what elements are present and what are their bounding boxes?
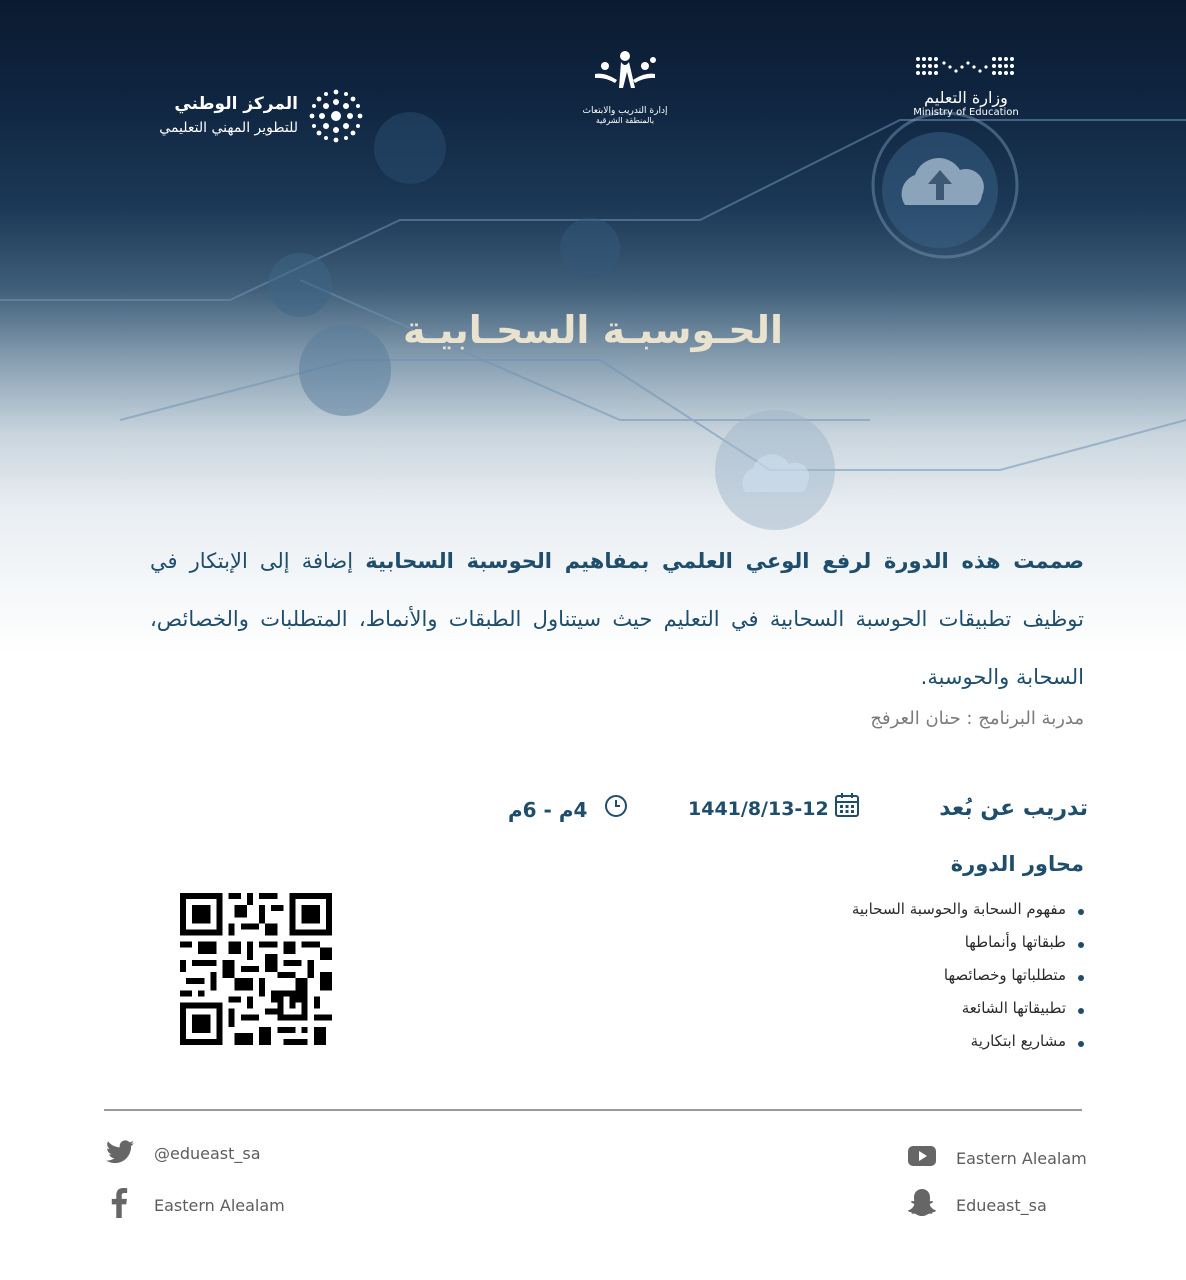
description-rest: إضافة إلى الإبتكار في توظيف تطبيقات الحوسبة السحابية في التعليم حيث سيتناول الطبقات والأنماط، المتطلبات والخصائص، السحابة والحوسبة.: [150, 549, 1084, 689]
snapchat-icon[interactable]: [906, 1188, 938, 1218]
description-bold: صممت هذه الدورة لرفع الوعي العلمي بمفاهيم الحوسبة السحابية: [365, 549, 1084, 573]
clock-icon: [604, 794, 628, 818]
list-item: مشاريع ابتكارية: [684, 1032, 1084, 1065]
course-date: 1441/8/13-12: [688, 798, 829, 820]
trainer-name: مدربة البرنامج : حنان العرفج: [870, 708, 1084, 729]
footer-divider: [104, 1109, 1082, 1111]
calendar-icon: [834, 792, 860, 818]
course-description: [150, 532, 1084, 706]
moe-arabic-name: وزارة التعليم: [924, 88, 1008, 107]
ncvet-logo: [104, 88, 364, 148]
training-dept-name: إدارة التدريب والابتعاث: [582, 106, 668, 116]
ncvet-name-line1: المركز الوطني: [174, 94, 298, 114]
axes-list: [684, 900, 1084, 1065]
people-tree-icon: [585, 50, 665, 100]
facebook-name[interactable]: Eastern Alealam: [154, 1196, 285, 1215]
moe-logo: [896, 54, 1036, 118]
twitter-handle[interactable]: @edueast_sa: [154, 1144, 261, 1163]
list-item: مفهوم السحابة والحوسبة السحابية: [684, 900, 1084, 933]
ncvet-name-line2: للتطوير المهني التعليمي: [159, 120, 298, 136]
training-dept-logo: [560, 50, 690, 125]
facebook-icon[interactable]: [110, 1188, 128, 1218]
moe-english-name: Ministry of Education: [913, 107, 1019, 118]
list-item: متطلباتها وخصائصها: [684, 966, 1084, 999]
axes-title: محاور الدورة: [950, 852, 1084, 876]
ncvet-sun-icon: [308, 88, 364, 144]
header-logos: [0, 40, 1186, 160]
moe-dots-icon: [914, 54, 1018, 84]
list-item: طبقاتها وأنماطها: [684, 933, 1084, 966]
course-title: الحـوسبـة السحـابيـة: [402, 308, 784, 352]
twitter-icon[interactable]: [106, 1140, 134, 1164]
snapchat-handle[interactable]: Edueast_sa: [956, 1196, 1047, 1215]
youtube-icon[interactable]: [908, 1146, 936, 1166]
course-info-row: [0, 792, 1186, 832]
course-time: 4م - 6م: [508, 798, 588, 822]
training-dept-region: بالمنطقة الشرقية: [595, 116, 655, 125]
youtube-channel[interactable]: Eastern Alealam: [956, 1149, 1087, 1168]
qr-code[interactable]: [180, 893, 332, 1045]
list-item: تطبيقاتها الشائعة: [684, 999, 1084, 1032]
training-mode: تدريب عن بُعد: [939, 796, 1088, 821]
